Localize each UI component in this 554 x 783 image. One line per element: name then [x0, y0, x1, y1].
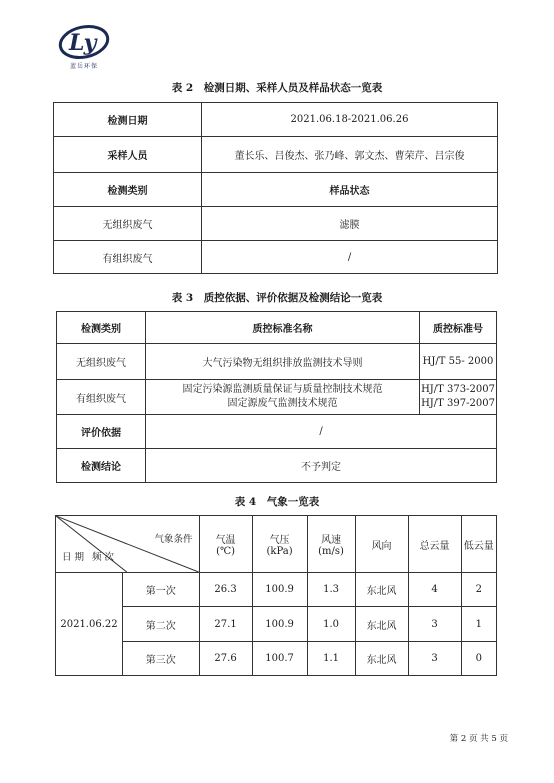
table-cell: 1.3 [307, 573, 355, 607]
table-cell: 100.9 [252, 607, 307, 642]
table-cell: 评价依据 [57, 415, 146, 449]
table-header: 风向 [355, 516, 408, 573]
table-header: 质控标准名称 [146, 312, 420, 344]
table-cell: 东北风 [355, 607, 408, 642]
table-cell: 检测结论 [57, 449, 146, 483]
table-row [54, 173, 498, 207]
table-cell: 0 [461, 642, 496, 676]
table-row [57, 344, 497, 380]
table-cell: HJ/T 55- 2000 [420, 344, 497, 380]
table-cell: 采样人员 [54, 137, 202, 173]
header-line: 风速 [321, 535, 342, 546]
table-cell: 无组织废气 [57, 344, 146, 380]
standard-code: HJ/T 373-2007 [421, 384, 495, 395]
table-row [57, 380, 497, 415]
table-header: 检测类别 [57, 312, 146, 344]
table-cell: 东北风 [355, 642, 408, 676]
corner-bottom-label: 日 期 [62, 552, 85, 563]
table4 [55, 515, 497, 676]
page-number: 第 2 页 共 5 页 [449, 734, 508, 744]
svg-text:Ly: Ly [69, 30, 97, 56]
table-cell: 有组织废气 [54, 241, 202, 274]
table-row [57, 415, 497, 449]
table-cell: 3 [408, 642, 461, 676]
table-cell: 样品状态 [202, 173, 498, 207]
table-header: 质控标准号 [420, 312, 497, 344]
table-cell: 第三次 [123, 642, 200, 676]
table-cell: / [146, 415, 497, 449]
table-corner-cell [56, 516, 200, 573]
table3 [56, 311, 497, 483]
table-header [199, 516, 252, 573]
table-cell: 1.0 [307, 607, 355, 642]
table2-caption: 表 2 检测日期、采样人员及样品状态一览表 [171, 82, 383, 94]
table-cell: 检测日期 [54, 103, 202, 137]
header-line: 气压 [269, 535, 290, 546]
table-row [54, 241, 498, 274]
date-cell: 2021.06.22 [56, 573, 123, 676]
table-row [54, 103, 498, 137]
header-unit: (kPa) [266, 546, 293, 557]
table-cell: 董长乐、吕俊杰、张乃峰、郭文杰、曹荣芹、吕宗俊 [202, 137, 498, 173]
table-cell: 1 [461, 607, 496, 642]
table-cell: 有组织废气 [57, 380, 146, 415]
table-cell: 27.6 [199, 642, 252, 676]
table-cell: / [202, 241, 498, 274]
table-header [252, 516, 307, 573]
table3-caption: 表 3 质控依据、评价依据及检测结论一览表 [171, 292, 383, 304]
table-row [57, 449, 497, 483]
table-cell: 2021.06.18-2021.06.26 [202, 103, 498, 137]
table-cell: 2 [461, 573, 496, 607]
table-cell: 大气污染物无组织排放监测技术导则 [146, 344, 420, 380]
table2 [53, 102, 498, 274]
table-cell: 不予判定 [146, 449, 497, 483]
table-cell: 东北风 [355, 573, 408, 607]
table-row [56, 607, 497, 642]
table-row [54, 207, 498, 241]
header-line: 气温 [215, 535, 236, 546]
table-row [57, 312, 497, 344]
brand-name: 蓝岳环保 [69, 63, 98, 70]
table-cell: 第二次 [123, 607, 200, 642]
table-cell: 4 [408, 573, 461, 607]
table-cell: 第一次 [123, 573, 200, 607]
corner-top-label: 气象条件 [154, 534, 193, 545]
table-row [56, 642, 497, 676]
table-cell [146, 380, 420, 415]
table-row [56, 516, 497, 573]
standard-code: HJ/T 397-2007 [421, 398, 495, 409]
table-cell: 滤膜 [202, 207, 498, 241]
table-header: 总云量 [408, 516, 461, 573]
standard-name: 固定源废气监测技术规范 [227, 398, 338, 409]
table-header: 低云量 [461, 516, 496, 573]
table-cell: 100.9 [252, 573, 307, 607]
table-cell: 100.7 [252, 642, 307, 676]
table-cell: 检测类别 [54, 173, 202, 207]
table-row [56, 573, 497, 607]
table-cell [420, 380, 497, 415]
table-cell: 1.1 [307, 642, 355, 676]
table-cell: 3 [408, 607, 461, 642]
table-cell: 无组织废气 [54, 207, 202, 241]
table-cell: 26.3 [199, 573, 252, 607]
header-unit: (℃) [216, 546, 236, 557]
corner-middle-label: 频 次 [92, 552, 115, 563]
standard-name: 固定污染源监测质量保证与质量控制技术规范 [182, 384, 383, 395]
header-unit: (m/s) [318, 546, 344, 557]
table-header [307, 516, 355, 573]
table4-caption: 表 4 气象一览表 [234, 496, 320, 508]
company-logo [58, 18, 110, 66]
table-row [54, 137, 498, 173]
table-cell: 27.1 [199, 607, 252, 642]
